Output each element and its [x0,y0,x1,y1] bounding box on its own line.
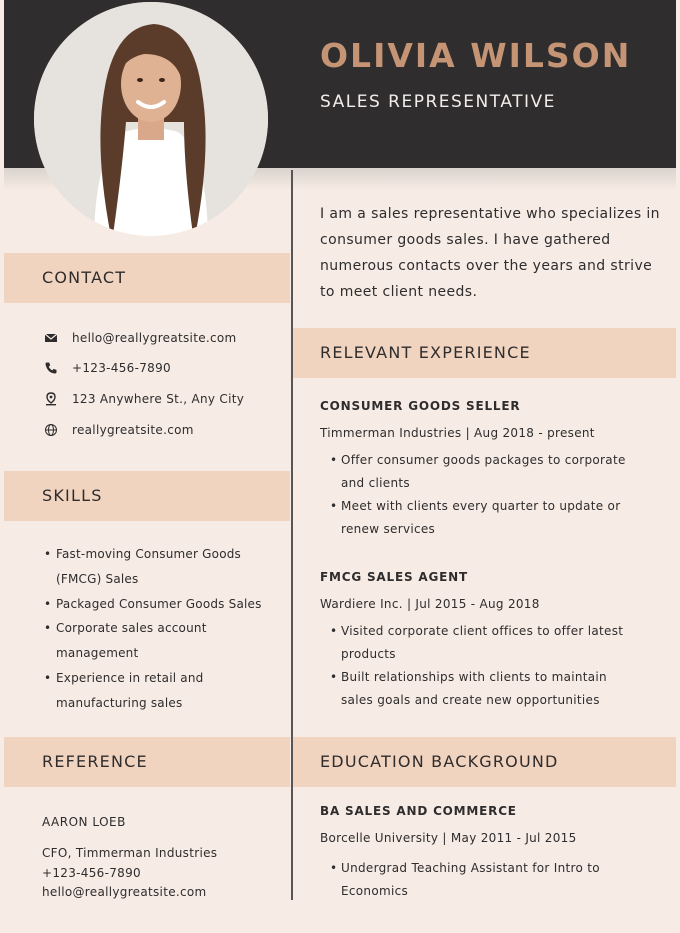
contact-email [44,328,237,348]
candidate-title: SALES REPRESENTATIVE [320,92,556,112]
reference-heading: REFERENCE [42,752,148,771]
reference-email[interactable]: hello@reallygreatsite.com [42,885,207,899]
job-title: CONSUMER GOODS SELLER [320,399,521,413]
reference-role: CFO, Timmerman Industries [42,846,218,860]
education-meta: Borcelle University | May 2011 - Jul 2015 [320,831,577,845]
job-meta: Wardiere Inc. | Jul 2015 - Aug 2018 [320,597,540,611]
education-bullets [330,857,640,903]
globe-icon [44,423,58,437]
skills-section-header [4,471,290,521]
candidate-name: OLIVIA WILSON [320,36,632,75]
experience-section-header [293,328,676,378]
reference-name: AARON LOEB [42,815,126,829]
contact-section-header [4,253,290,303]
job-bullets [330,449,640,541]
education-section-header [293,737,676,787]
map-pin-icon [44,392,58,406]
education-heading: EDUCATION BACKGROUND [320,752,559,771]
list-item: • Visited corporate client offices to offer latest products [330,620,640,666]
phone-icon [44,361,58,375]
job-meta: Timmerman Industries | Aug 2018 - present [320,426,595,440]
list-item: • Experience in retail and manufacturing sales [44,666,284,716]
degree-title: BA SALES AND COMMERCE [320,804,517,818]
list-item: • Built relationships with clients to maintain sales goals and create new opportunities [330,666,640,712]
job-title: FMCG SALES AGENT [320,570,468,584]
experience-heading: RELEVANT EXPERIENCE [320,343,531,362]
skills-heading: SKILLS [42,486,103,505]
list-item: • Fast-moving Consumer Goods (FMCG) Sales [44,542,284,592]
list-item: • Packaged Consumer Goods Sales [44,592,284,617]
column-divider [291,170,293,900]
contact-address [44,389,244,409]
contact-email-text[interactable]: hello@reallygreatsite.com [72,331,237,345]
skills-list [44,542,284,716]
job-bullets [330,620,640,712]
list-item: • Corporate sales account management [44,616,284,666]
contact-address-text: 123 Anywhere St., Any City [72,392,245,406]
contact-website [44,420,194,440]
contact-heading: CONTACT [42,268,127,287]
envelope-icon [44,331,58,345]
reference-section-header [4,737,290,787]
profile-photo [34,2,268,236]
resume-page [4,0,676,933]
reference-phone: +123-456-7890 [42,866,141,880]
contact-website-text[interactable]: reallygreatsite.com [72,423,194,437]
list-item: • Offer consumer goods packages to corporate and clients [330,449,640,495]
contact-phone-text: +123-456-7890 [72,361,171,375]
profile-summary: I am a sales representative who specializes in consumer goods sales. I have gathered numerous contacts over the years and strive to meet client needs. [320,206,660,300]
contact-phone [44,358,171,378]
list-item: • Meet with clients every quarter to update or renew services [330,495,640,541]
list-item: • Undergrad Teaching Assistant for Intro to Economics [330,857,640,903]
